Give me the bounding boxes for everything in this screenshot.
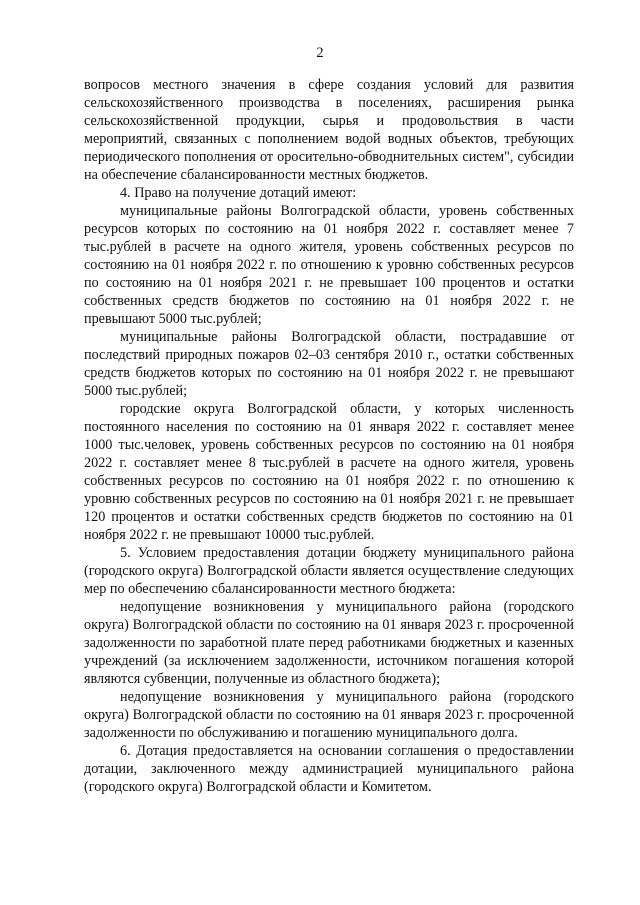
- paragraph-clause-6: 6. Дотация предоставляется на основании соглашения о предоставлении дотации, заключенного между администрацией муниципального района (городского округа) Волгоградской области и Комитетом.: [84, 743, 574, 795]
- page-number: 2: [316, 45, 324, 61]
- paragraph-clause-4: 4. Право на получение дотаций имеют:: [120, 185, 357, 201]
- paragraph-debt-arrears: недопущение возникновения у муниципального района (городского округа) Волгоградской области по состоянию на 01 января 2023 г. просроченной задолженности по обслуживанию и погашению муниципального долга.: [84, 689, 574, 741]
- document-body: [84, 76, 574, 796]
- paragraph-city-districts: городские округа Волгоградской области, у которых численность постоянного населения по состоянию на 01 января 2022 г. составляет менее 1000 тыс.человек, уровень собственных ресурсов по состоянию на 01 ноября 2022 г. составляет менее 8 тыс.рублей в расчете на одного жителя, уровень собственных ресурсов по состоянию на 01 ноября 2022 г. по отношению к уровню собственных ресурсов по состоянию на 01 ноября 2021 г. не превышает 120 процентов и остатки собственных средств бюджетов по состоянию на 01 ноября 2022 г. не превышают 10000 тыс.рублей.: [84, 401, 574, 543]
- paragraph-wage-arrears: недопущение возникновения у муниципального района (городского округа) Волгоградской области по состоянию на 01 января 2023 г. просроченной задолженности по заработной плате перед работниками бюджетных и казенных учреждений (за исключением задолженности, источником погашения которой являются субвенции, полученные из областного бюджета);: [84, 599, 574, 687]
- paragraph-fire-affected-districts: муниципальные районы Волгоградской области, пострадавшие от последствий природных пожаров 02–03 сентября 2010 г., остатки собственных средств бюджетов которых по состоянию на 01 ноября 2022 г. не превышают 5000 тыс.рублей;: [84, 329, 574, 399]
- paragraph-municipal-districts: муниципальные районы Волгоградской области, уровень собственных ресурсов которых по состоянию на 01 ноября 2022 г. составляет менее 7 тыс.рублей в расчете на одного жителя, уровень собственных ресурсов по состоянию на 01 ноября 2022 г. по отношению к уровню собственных ресурсов по состоянию на 01 ноября 2021 г. не превышает 100 процентов и остатки собственных средств бюджетов по состоянию на 01 ноября 2022 г. не превышают 5000 тыс.рублей;: [84, 203, 574, 327]
- paragraph-clause-5: 5. Условием предоставления дотации бюджету муниципального района (городского округа) Волгоградской области является осуществление следующих мер по обеспечению сбалансированности местного бюджета:: [84, 545, 574, 597]
- paragraph-continuation: вопросов местного значения в сфере создания условий для развития сельскохозяйственного производства в поселениях, расширения рынка сельскохозяйственной продукции, сырья и продовольствия в части мероприятий, связанных с пополнением водой водных объектов, требующих периодического пополнения от оросительно-обводнительных систем", субсидии на обеспечение сбалансированности местных бюджетов.: [84, 77, 574, 183]
